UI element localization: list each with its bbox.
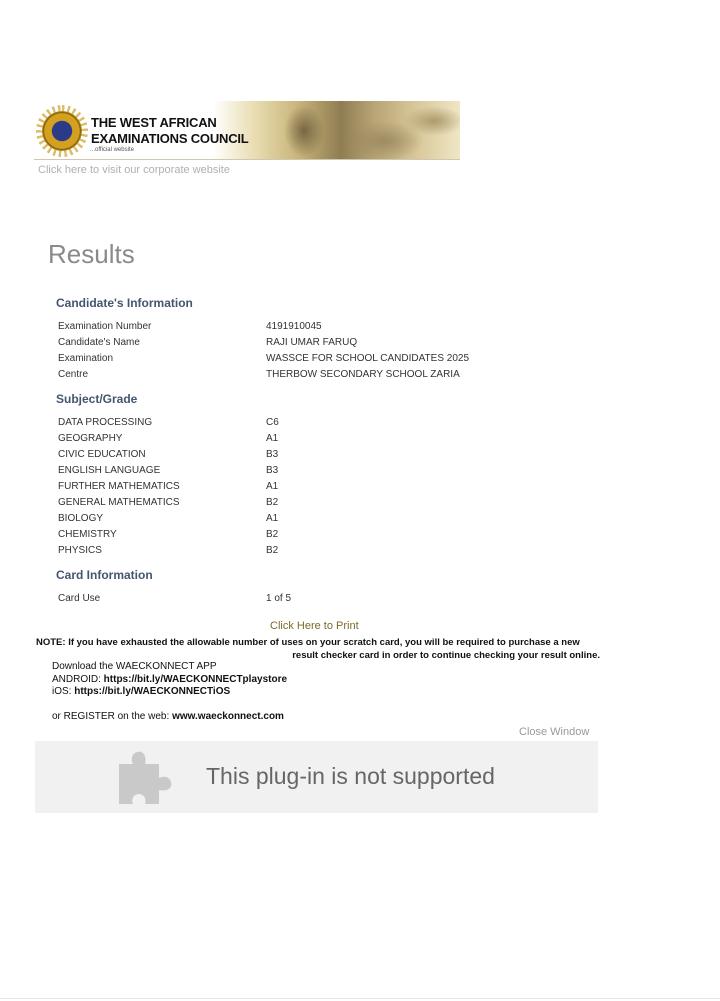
subject-grade: A1 bbox=[266, 481, 279, 492]
row-label: Candidate's Name bbox=[58, 337, 140, 348]
subject-name: PHYSICS bbox=[58, 545, 102, 556]
bottom-divider bbox=[0, 998, 720, 999]
subject-grade: B3 bbox=[266, 465, 279, 476]
print-link[interactable]: Click Here to Print bbox=[270, 620, 359, 632]
org-name-line2: EXAMINATIONS COUNCIL bbox=[91, 131, 249, 146]
header-banner[interactable] bbox=[34, 101, 460, 160]
row-label: Examination Number bbox=[58, 321, 152, 332]
plugin-message: This plug-in is not supported bbox=[206, 763, 495, 789]
ios-link-line bbox=[52, 686, 230, 697]
note-line-2: result checker card in order to continue checking your result online. bbox=[292, 650, 600, 661]
row-label: Examination bbox=[58, 353, 114, 364]
row-value: RAJI UMAR FARUQ bbox=[266, 337, 358, 348]
row-value: THERBOW SECONDARY SCHOOL ZARIA bbox=[266, 369, 460, 380]
close-window-link[interactable]: Close Window bbox=[519, 726, 590, 738]
download-app-heading: Download the WAECKONNECT APP bbox=[52, 661, 217, 672]
subject-name: BIOLOGY bbox=[58, 513, 104, 524]
subject-name: CIVIC EDUCATION bbox=[58, 449, 146, 460]
row-label: Card Use bbox=[58, 593, 101, 604]
candidate-info-heading: Candidate's Information bbox=[56, 296, 193, 310]
subject-grade: B3 bbox=[266, 449, 279, 460]
waec-seal-icon bbox=[42, 111, 82, 151]
card-info-heading: Card Information bbox=[56, 568, 153, 582]
android-link-line bbox=[52, 674, 287, 685]
unsupported-plugin-box[interactable] bbox=[35, 741, 598, 813]
register-link[interactable]: www.waeckonnect.com bbox=[172, 711, 284, 722]
subject-grade: C6 bbox=[266, 417, 279, 428]
subject-name: DATA PROCESSING bbox=[58, 417, 153, 428]
subject-name: ENGLISH LANGUAGE bbox=[58, 465, 161, 476]
row-label: Centre bbox=[58, 369, 89, 380]
subject-name: GEOGRAPHY bbox=[58, 433, 123, 444]
card-use-value: 1 of 5 bbox=[266, 593, 292, 604]
page-title: Results bbox=[48, 239, 135, 269]
ios-label: iOS: bbox=[52, 686, 75, 697]
puzzle-piece-icon bbox=[115, 744, 179, 808]
android-label: ANDROID: bbox=[52, 674, 104, 685]
subject-grade: B2 bbox=[266, 529, 279, 540]
subject-name: CHEMISTRY bbox=[58, 529, 117, 540]
subject-name: FURTHER MATHEMATICS bbox=[58, 481, 180, 492]
subject-grade: A1 bbox=[266, 433, 279, 444]
subject-grade: A1 bbox=[266, 513, 279, 524]
row-value: WASSCE FOR SCHOOL CANDIDATES 2025 bbox=[266, 353, 470, 364]
subject-grade: B2 bbox=[266, 497, 279, 508]
register-line bbox=[52, 711, 284, 722]
row-value: 4191910045 bbox=[266, 321, 322, 332]
ios-link[interactable]: https://bit.ly/WAECKONNECTiOS bbox=[74, 686, 231, 697]
scratch-card-note bbox=[36, 636, 600, 662]
subject-grade: B2 bbox=[266, 545, 279, 556]
subject-grade-heading: Subject/Grade bbox=[56, 392, 138, 406]
corporate-website-link[interactable]: Click here to visit our corporate website bbox=[38, 164, 230, 176]
banner-photo bbox=[264, 101, 460, 159]
org-name-line1: THE WEST AFRICAN bbox=[91, 115, 217, 130]
android-link[interactable]: https://bit.ly/WAECKONNECTplaystore bbox=[103, 674, 288, 685]
subject-name: GENERAL MATHEMATICS bbox=[58, 497, 180, 508]
org-tagline: ...official website bbox=[90, 147, 134, 153]
register-label: or REGISTER on the web: bbox=[52, 711, 173, 722]
note-line-1: NOTE: If you have exhausted the allowable number of uses on your scratch card, you will be required to purchase a new bbox=[36, 637, 580, 648]
